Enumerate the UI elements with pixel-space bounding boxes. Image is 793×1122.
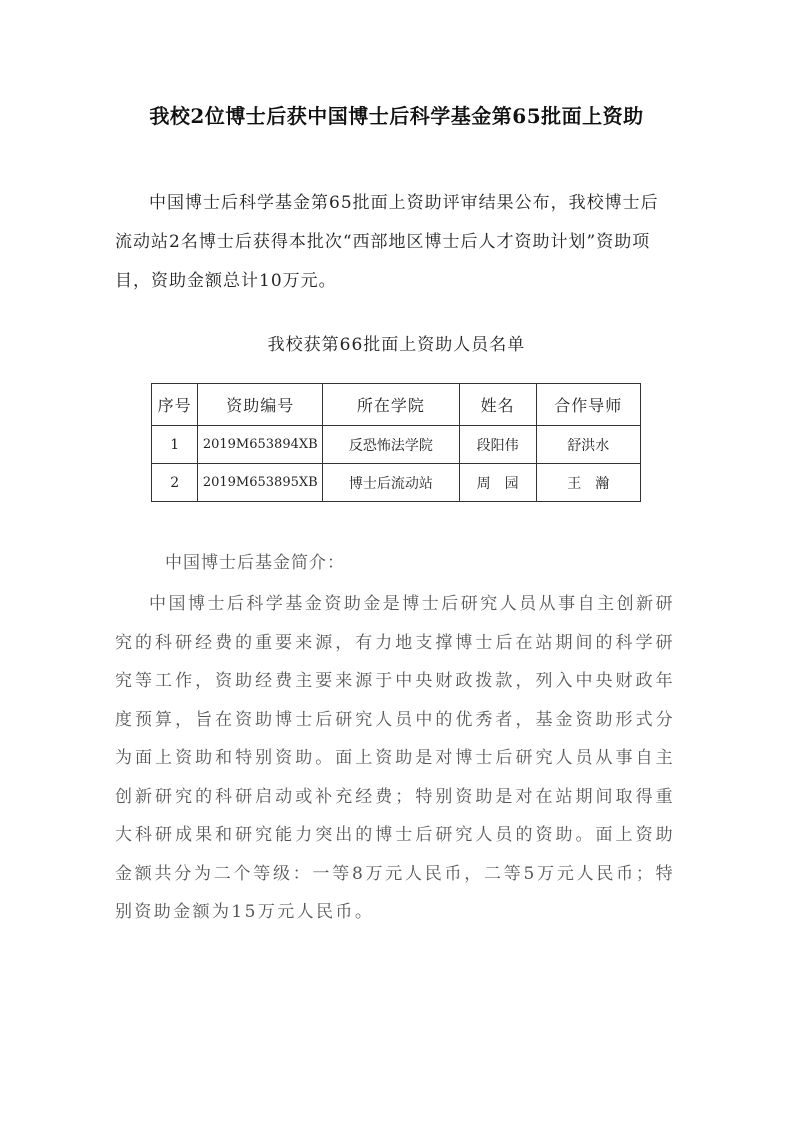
cell-supervisor: 王 瀚 — [536, 464, 640, 502]
cell-supervisor: 舒洪水 — [536, 426, 640, 464]
intro-paragraph: 中国博士后科学基金第65批面上资助评审结果公布，我校博士后流动站2名博士后获得本批次“西部地区博士后人才资助计划”资助项目，资助金额总计10万元。 — [115, 193, 659, 291]
header-grant-number: 资助编号 — [198, 384, 323, 426]
page-title: 我校2位博士后获中国博士后科学基金第65批面上资助 — [149, 104, 644, 128]
header-college: 所在学院 — [323, 384, 459, 426]
header-name: 姓名 — [459, 384, 536, 426]
cell-name: 段阳伟 — [459, 426, 536, 464]
section-heading: 中国博士后基金简介： — [165, 553, 345, 573]
header-supervisor: 合作导师 — [536, 384, 640, 426]
cell-grant-number: 2019M653894XB — [198, 426, 323, 464]
recipients-table — [151, 383, 641, 502]
cell-college: 反恐怖法学院 — [323, 426, 459, 464]
table-row — [152, 464, 641, 502]
cell-name: 周 园 — [459, 464, 536, 502]
table-row — [152, 426, 641, 464]
body-paragraph: 中国博士后科学基金资助金是博士后研究人员从事自主创新研究的科研经费的重要来源，有力地支撑博士后在站期间的科学研究等工作，资助经费主要来源于中央财政拨款，列入中央财政年度预算，旨在资助博士后研究人员中的优秀者，基金资助形式分为面上资助和特别资助。面上资助是对博士后研究人员从事自主创新研究的科研启动或补充经费；特别资助是对在站期间取得重大科研成果和研究能力突出的博士后研究人员的资助。面上资助金额共分为二个等级：一等8万元人民币，二等5万元人民币；特别资助金额为15万元人民币。 — [115, 594, 675, 922]
table-caption: 我校获第66批面上资助人员名单 — [267, 335, 526, 355]
cell-serial: 1 — [152, 426, 198, 464]
table-header-row — [152, 384, 641, 426]
cell-serial: 2 — [152, 464, 198, 502]
cell-college: 博士后流动站 — [323, 464, 459, 502]
header-serial: 序号 — [152, 384, 198, 426]
cell-grant-number: 2019M653895XB — [198, 464, 323, 502]
